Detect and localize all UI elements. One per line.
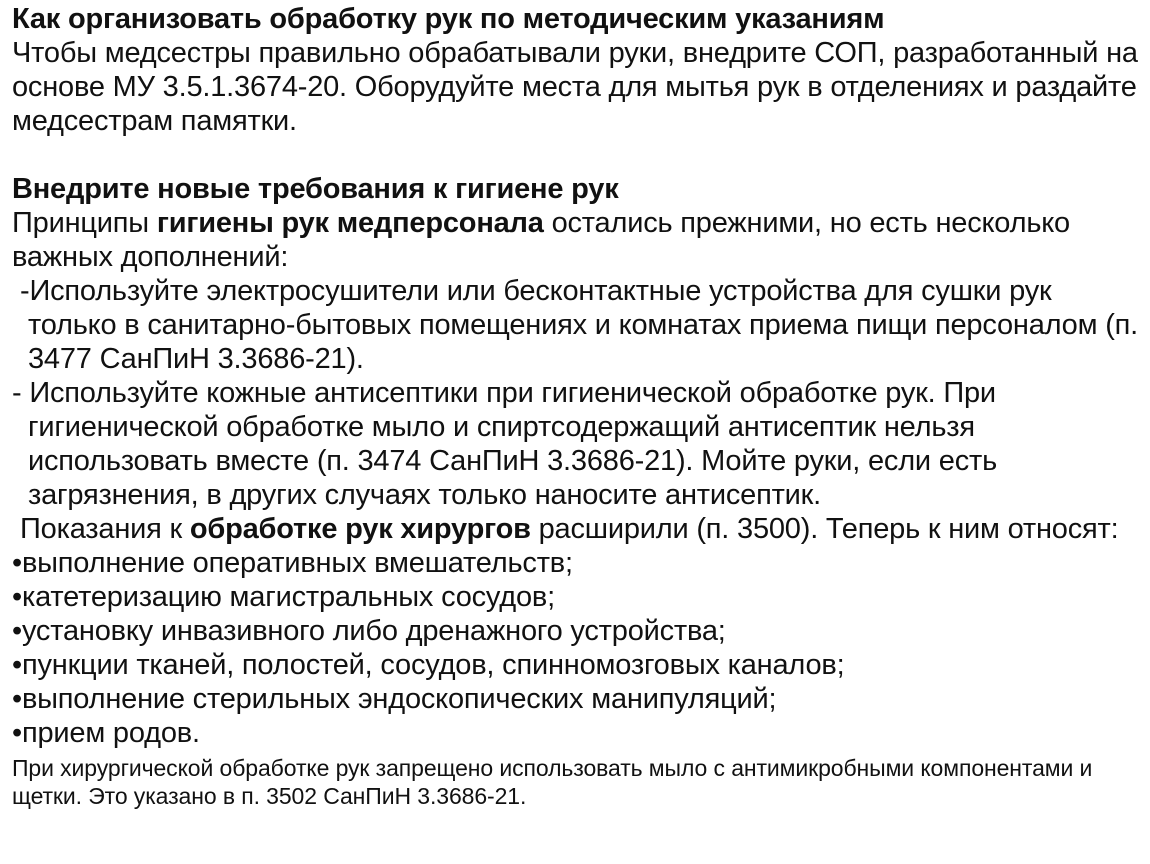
surgeons-text-after: расширили (п. 3500). Теперь к ним относят: <box>530 513 1119 545</box>
list-item <box>12 682 1142 716</box>
list-item <box>12 580 1142 614</box>
list-item <box>12 614 1142 648</box>
dash-item-antiseptics: - Используйте кожные антисептики при гигиенической обработке рук. При гигиенической обработке мыло и спиртсодержащий антисептик нельзя использовать вместе (п. 3474 СанПиН 3.3686-21). Мойте руки, если есть загрязнения, в других случаях только наносите антисептик. <box>12 377 997 511</box>
bullet-glyph: • <box>12 615 22 647</box>
bullet-glyph: • <box>12 649 22 681</box>
list-item-text: установку инвазивного либо дренажного устройства; <box>21 615 726 647</box>
intro-text-before: Принципы <box>12 207 157 239</box>
list-item <box>12 648 1142 682</box>
bullet-glyph: • <box>12 683 22 715</box>
intro-text-after: остались прежними, но есть несколько важных дополнений: <box>12 207 1070 273</box>
footnote: При хирургической обработке рук запрещено использовать мыло с антимикробными компонентами и щетки. Это указано в п. 3502 СанПиН 3.3686-21. <box>12 755 1093 809</box>
section1-body: Чтобы медсестры правильно обрабатывали руки, внедрите СОП, разработанный на основе МУ 3.5.1.3674-20. Оборудуйте места для мытья рук в отделениях и раздайте медсестрам памятки. <box>12 37 1138 137</box>
bullet-glyph: • <box>12 547 22 579</box>
document-page <box>12 2 1142 810</box>
bullet-glyph: • <box>12 717 22 749</box>
list-item-text: катетеризацию магистральных сосудов; <box>21 581 555 613</box>
section-gap <box>12 138 1142 172</box>
list-item <box>12 716 1142 750</box>
indications-list <box>12 546 1142 750</box>
dash-item-dryers: -Используйте электросушители или бесконтактные устройства для сушки рук только в санитарно-бытовых помещениях и комнатах приема пищи персоналом (п. 3477 СанПиН 3.3686-21). <box>20 275 1139 375</box>
section1-title: Как организовать обработку рук по методическим указаниям <box>12 3 885 35</box>
section2-intro <box>12 206 1142 274</box>
surgeons-bold-term: обработке рук хирургов <box>189 513 531 545</box>
section2-title: Внедрите новые требования к гигиене рук <box>12 173 619 205</box>
list-item-text: пункции тканей, полостей, сосудов, спинномозговых каналов; <box>21 649 845 681</box>
list-item <box>12 546 1142 580</box>
list-item-text: прием родов. <box>21 717 200 749</box>
intro-bold-term: гигиены рук медперсонала <box>156 207 544 239</box>
surgeons-text-before: Показания к <box>20 513 190 545</box>
surgeons-indications <box>12 512 1142 546</box>
list-item-text: выполнение оперативных вмешательств; <box>21 547 573 579</box>
bullet-glyph: • <box>12 581 22 613</box>
list-item-text: выполнение стерильных эндоскопических манипуляций; <box>21 683 777 715</box>
